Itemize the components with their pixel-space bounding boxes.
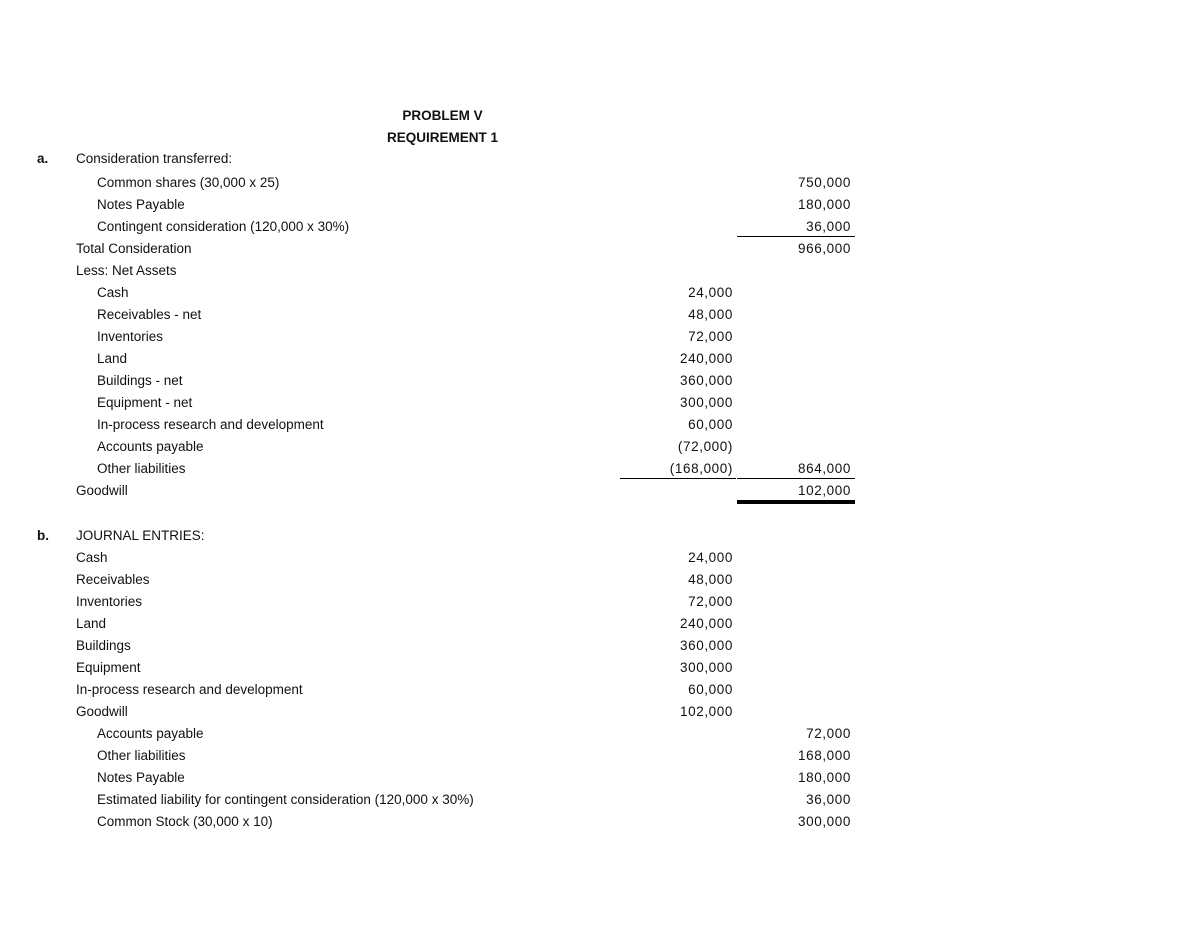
credit-label: Notes Payable [97,770,185,785]
debit-row [0,569,1200,591]
net-asset-label: Equipment - net [97,395,193,410]
debit-amount: 102,000 [680,704,733,719]
net-assets-total: 864,000 [798,461,851,476]
goodwill-row [0,480,1200,502]
credit-row [0,723,1200,745]
debit-amount: 360,000 [680,638,733,653]
consideration-amount: 180,000 [798,197,851,212]
credit-amount: 72,000 [806,726,851,741]
debit-label: Inventories [76,594,143,609]
credit-label: Other liabilities [97,748,186,763]
consideration-label: Contingent consideration (120,000 x 30%) [97,219,350,234]
journal-entries-heading: JOURNAL ENTRIES: [76,528,205,543]
net-asset-amount: 360,000 [680,373,733,388]
net-asset-row [0,348,1200,370]
net-asset-label: Buildings - net [97,373,183,388]
debit-row [0,657,1200,679]
consideration-label: Notes Payable [97,197,185,212]
net-asset-label: Cash [97,285,129,300]
consideration-heading: Consideration transferred: [76,151,233,166]
net-asset-amount: 72,000 [688,329,733,344]
debit-label: Buildings [76,638,131,653]
credit-label: Estimated liability for contingent consideration (120,000 x 30%) [97,792,474,807]
debit-label: Goodwill [76,704,128,719]
part-a-heading-row [0,148,1200,170]
credit-label: Common Stock (30,000 x 10) [97,814,273,829]
credit-amount: 36,000 [806,792,851,807]
total-consideration-amount: 966,000 [798,241,851,256]
debit-label: Land [76,616,107,631]
consideration-row [0,194,1200,216]
net-asset-amount: (168,000) [669,461,733,476]
debit-label: Equipment [76,660,141,675]
net-asset-row [0,282,1200,304]
consideration-amount: 750,000 [798,175,851,190]
credit-label: Accounts payable [97,726,204,741]
debit-row [0,635,1200,657]
net-asset-amount: 48,000 [688,307,733,322]
net-asset-row [0,370,1200,392]
debit-amount: 48,000 [688,572,733,587]
net-asset-label: Land [97,351,128,366]
net-assets-total-underline [737,478,855,479]
net-asset-label: Inventories [97,329,164,344]
net-asset-row [0,458,1200,480]
debit-amount: 60,000 [688,682,733,697]
net-assets-heading: Less: Net Assets [76,263,177,278]
consideration-amount: 36,000 [806,219,851,234]
debit-row [0,591,1200,613]
net-assets-heading-row [0,260,1200,282]
debit-label: Cash [76,550,108,565]
debit-label: In-process research and development [76,682,303,697]
credit-row [0,789,1200,811]
net-asset-amount: 300,000 [680,395,733,410]
debit-label: Receivables [76,572,150,587]
consideration-label: Common shares (30,000 x 25) [97,175,280,190]
credit-row [0,811,1200,833]
debit-amount: 72,000 [688,594,733,609]
page-title: PROBLEM V [402,108,483,123]
net-asset-row [0,436,1200,458]
consideration-row [0,172,1200,194]
net-asset-label: Receivables - net [97,307,202,322]
consideration-row [0,216,1200,238]
net-asset-amount: (72,000) [677,439,733,454]
credit-amount: 300,000 [798,814,851,829]
credit-amount: 180,000 [798,770,851,785]
total-consideration-row [0,238,1200,260]
credit-row [0,745,1200,767]
debit-row [0,613,1200,635]
part-a-letter: a. [37,151,49,166]
net-asset-row [0,304,1200,326]
debit-row [0,547,1200,569]
part-b-heading-row [0,525,1200,547]
total-consideration-label: Total Consideration [76,241,192,256]
net-assets-underline [620,478,736,479]
goodwill-double-underline [737,500,855,504]
page-subtitle: REQUIREMENT 1 [386,130,498,145]
debit-amount: 300,000 [680,660,733,675]
debit-row [0,679,1200,701]
net-asset-row [0,392,1200,414]
debit-amount: 240,000 [680,616,733,631]
debit-row [0,701,1200,723]
goodwill-label: Goodwill [76,483,128,498]
part-b-letter: b. [37,528,49,543]
net-asset-amount: 60,000 [688,417,733,432]
net-asset-amount: 24,000 [688,285,733,300]
net-asset-row [0,414,1200,436]
credit-row [0,767,1200,789]
goodwill-amount: 102,000 [798,483,851,498]
subtotal-underline [737,236,855,237]
net-asset-label: In-process research and development [97,417,324,432]
net-asset-label: Accounts payable [97,439,204,454]
net-asset-amount: 240,000 [680,351,733,366]
net-asset-label: Other liabilities [97,461,186,476]
credit-amount: 168,000 [798,748,851,763]
debit-amount: 24,000 [688,550,733,565]
net-asset-row [0,326,1200,348]
